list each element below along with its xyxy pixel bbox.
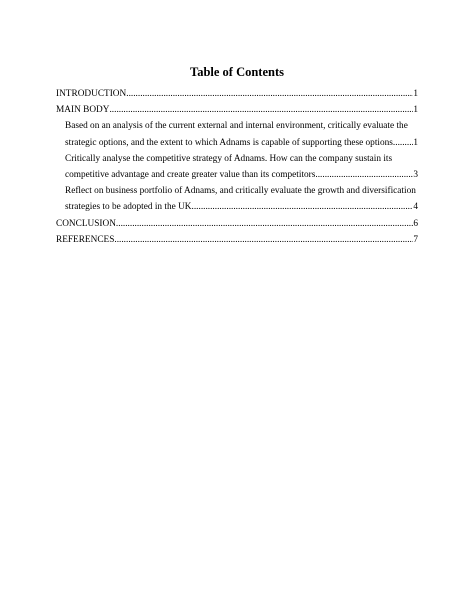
toc-leader-dots	[192, 199, 414, 215]
toc-subentry-strategic-options[interactable]	[65, 118, 418, 150]
toc-leader-dots	[114, 232, 413, 248]
toc-entry-references[interactable]	[56, 232, 418, 248]
toc-subentry-competitive-strategy[interactable]	[65, 151, 418, 183]
toc-page-number: 3	[413, 170, 418, 181]
toc-page-number: 6	[413, 218, 418, 229]
toc-entry-main-body[interactable]	[56, 102, 418, 118]
toc-leader-dots	[126, 86, 413, 102]
table-of-contents	[56, 86, 418, 248]
toc-leader-dots	[109, 102, 413, 118]
toc-title: Table of Contents	[190, 65, 284, 79]
toc-entry-introduction[interactable]	[56, 86, 418, 102]
toc-leader-dots	[116, 216, 413, 232]
toc-leader-dots	[315, 167, 413, 183]
toc-entry-label: CONCLUSION	[56, 218, 116, 229]
toc-entry-label-line2: strategies to be adopted in the UK	[65, 202, 192, 213]
toc-page-number: 1	[413, 137, 418, 148]
toc-page-number: 7	[413, 234, 418, 245]
toc-entry-label-line2: competitive advantage and create greater value than its competitors	[65, 170, 316, 181]
toc-leader-dots	[393, 135, 413, 151]
toc-entry-label: REFERENCES	[56, 234, 115, 245]
toc-entry-conclusion[interactable]	[56, 216, 418, 232]
toc-subentry-business-portfolio[interactable]	[65, 183, 418, 215]
toc-entry-label-line1: Critically analyse the competitive strategy of Adnams. How can the company sustain its	[65, 153, 393, 164]
toc-page-number: 4	[413, 202, 418, 213]
toc-entry-label: INTRODUCTION	[56, 89, 127, 99]
toc-entry-label-line2: strategic options, and the extent to which Adnams is capable of supporting these options	[65, 137, 393, 148]
toc-page-number: 1	[413, 89, 418, 99]
toc-entry-label-line1: Reflect on business portfolio of Adnams, and critically evaluate the growth and diversification	[65, 186, 416, 197]
toc-entry-label-line1: Based on an analysis of the current external and internal environment, critically evaluate the	[65, 121, 408, 132]
toc-page-number: 1	[413, 105, 418, 116]
toc-entry-label: MAIN BODY	[56, 105, 110, 116]
